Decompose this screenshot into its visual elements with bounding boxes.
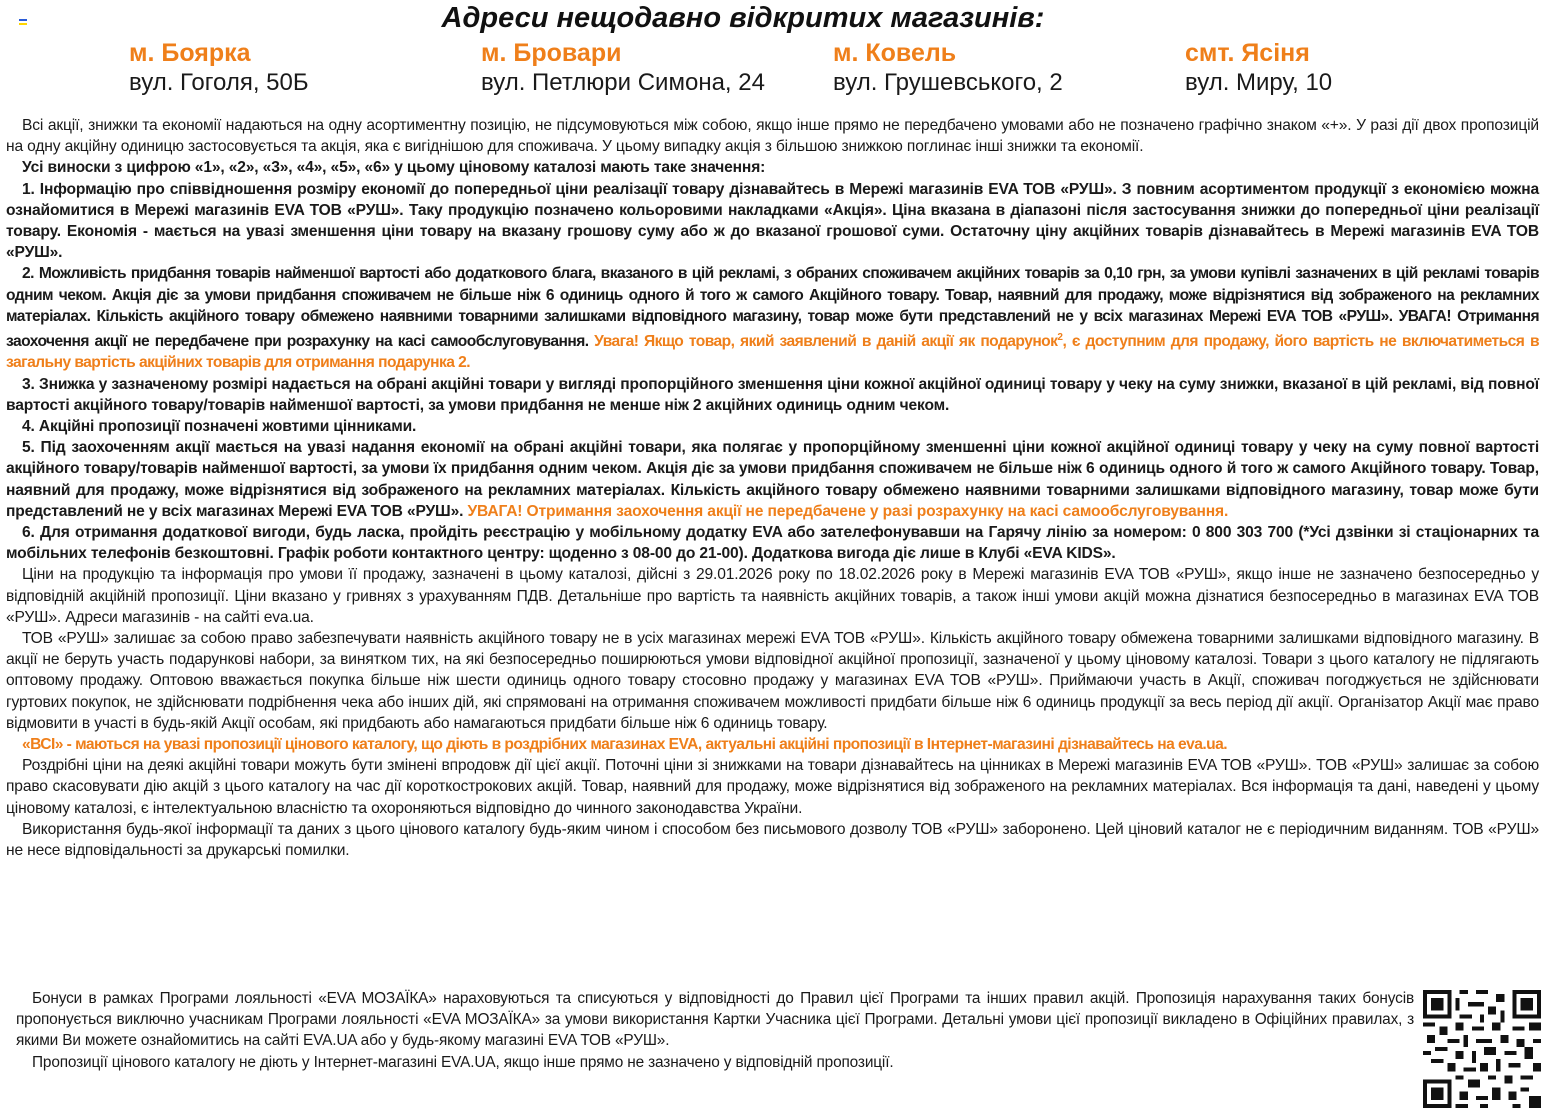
store-address: вул. Грушевського, 2 [833,69,1063,96]
all-offers-note: «ВСІ» - маються на увазі пропозиції цінового каталогу, що діють в роздрібних магазинах EVA, актуальні акційні пропозиції в Інтернет-магазині дізнавайтесь на eva.ua. [22,736,1228,754]
footnote-5-warning: УВАГА! Отримання заохочення акції не передбачене у разі розрахунку на касі самообслуговування. [467,502,1229,520]
terms-intro: Всі акції, знижки та економії надаються на одну асортиментну позицію, не підсумовуються між собою, якщо інше прямо не передбачено умовами або не позначено графічно знаком «+». У разі дії двох пропозицій на одну акційну одиницю застосовується та акція, яка є вигіднішою для споживача. У цьому випадку акція з більшою знижкою поглинає інші знижки та економії. [6,117,1539,156]
store-address: вул. Миру, 10 [1185,69,1333,96]
footnote-3: 3. Знижка у зазначеному розмірі надається на обрані акційні товари у вигляді пропорційного зменшення ціни кожної акційної одиниці товару у чеку на суму знижки, вказаної в цій рекламі, від повної вартості акційного товару/товарів найменшої вартості, за умови придбання не менше ніж 2 акційних одиниць одним чеком. [6,375,1539,414]
footnote-2-warning-a: Увага! Якщо товар, який заявлений в даній акції як подарунок [594,333,1058,351]
footnote-2 [6,263,1539,373]
store-list [129,38,1529,98]
footnote-4: 4. Акційні пропозиції позначені жовтими цінниками. [22,418,417,436]
footnote-5 [6,437,1539,522]
validity-paragraph: Ціни на продукцію та інформація про умови її продажу, зазначені в цьому каталозі, дійсні з 29.01.2026 року по 18.02.2026 року в Мережі магазинів EVA ТОВ «РУШ», якщо інше не зазначено безпосередньо у відповідній акційній пропозиції. Ціни вказано у гривнях з урахуванням ПДВ. Детальніше про вартість та наявність акційних товарів, а також інші умови акцій можна дізнатися безпосередньо в магазинах EVA ТОВ «РУШ». Адреси магазинів - на сайті eva.ua. [6,566,1539,626]
store-city: м. Боярка [129,39,251,67]
terms-body [6,115,1539,861]
store-city: м. Ковель [833,39,957,67]
store-brovary [481,38,765,98]
online-store-note: Пропозиції цінового каталогу не діють у Інтернет-магазині EVA.UA, якщо інше прямо не зазначено у відповідній пропозиції. [32,1053,894,1071]
loyalty-paragraph: Бонуси в рамках Програми лояльності «EVA МОЗАЇКА» нараховуються та списуються у відповідності до Правил цієї Програми та інших правил акцій. Пропозиція нарахування таких бонусів пропонується виключно учасникам Програми лояльності «EVA МОЗАЇКА» за умови використання Картки Учасника цієї Програми. Детальні умови цієї пропозиції викладено в Офіційних правилах, з якими Ви можете ознайомитись на сайті EVA.UA або у будь-якому магазині EVA ТОВ «РУШ». [16,990,1414,1050]
store-city: м. Бровари [481,39,622,67]
copyright-paragraph: Використання будь-якої інформації та даних з цього цінового каталогу будь-яким чином і способом без письмового дозволу ТОВ «РУШ» заборонено. Цей ціновий каталог не є періодичним виданням. ТОВ «РУШ» не несе відповідальності за друкарські помилки. [6,820,1539,860]
store-yasinia [1185,38,1332,98]
footnote-2-sup: 2 [1057,332,1063,344]
store-kovel [833,38,1063,98]
footnotes-heading: Усі виноски з цифрою «1», «2», «3», «4», «5», «6» у цьому ціновому каталозі мають таке значення: [22,159,766,177]
loyalty-block [16,988,1414,1073]
footnote-2-text: 2. Можливість придбання товарів найменшої вартості або додаткового блага, вказаного в цій рекламі, з обраних споживачем акційних товарів за 0,10 грн, за умови купівлі зазначених в цій рекламі товарів одним чеком. Акція діє за умови придбання споживачем не більше ніж 6 одиниць одного й того ж самого Акційного товару. Товар, наявний для продажу, може відрізнятися від зображеного на рекламних матеріалах. Кількість акційного товару обмежено наявними товарними залишками відповідного магазину, товар може бути представлений не у всіх магазинах Мережі EVA ТОВ «РУШ». УВАГА! Отримання заохочення акції не передбачене при розрахунку на касі самообслуговування. [6,265,1539,351]
price-change-paragraph: Роздрібні ціни на деякі акційні товари можуть бути змінені впродовж дії цієї акції. Поточні ціни зі знижками на товари дізнавайтесь на цінниках в Мережі магазинів EVA ТОВ «РУШ». ТОВ «РУШ» залишає за собою право скасовувати дію акцій з цього каталогу на час дії короткострокових акцій. Товар, наявний для продажу, може відрізнятися від зображеного на рекламних матеріалах. Вся інформація та дані, наведені у цьому ціновому каталозі, є інтелектуальною власністю та охороняються відповідно до чинного законодавства України. [6,757,1539,817]
page-title: Адреси нещодавно відкритих магазинів: [441,2,1045,34]
store-address: вул. Гоголя, 50Б [129,69,309,96]
store-city: смт. Ясіня [1185,39,1310,67]
footnote-6: 6. Для отримання додаткової вигоди, будь ласка, пройдіть реєстрацію у мобільному додатку EVA або зателефонувавши на Гарячу лінію за номером: 0 800 303 700 (*Усі дзвінки зі стаціонарних та мобільних телефонів безкоштовні. Графік роботи контактного центру: щоденно з 08-00 до 21-00). Додаткова вигода діє лише в Клубі «EVA KIDS». [6,524,1539,563]
footnote-2-warning-b: , є доступним для продажу, його вартість не включатиметься в загальну вартість акційних товарів для отримання подарунка 2. [6,333,1539,372]
qr-code-icon [1423,990,1541,1108]
footnote-5-text: 5. Під заохоченням акції мається на увазі надання економії на обрані акційні товари, яка полягає у пропорційному зменшенні ціни кожної акційної одиниці товару у чеку на суму повної вартості акційного товару/товарів найменшої вартості, за умови їх придбання одним чеком. Акція діє за умови придбання споживачем не більше ніж 6 одиниць одного й того ж самого Акційного товару. Товар, наявний для продажу, може відрізнятися від зображеного на рекламних матеріалах. Кількість акційного товару обмежено наявними товарними залишками відповідного магазину, товар може бути представлений не у всіх магазинах Мережі EVA ТОВ «РУШ». [6,439,1539,520]
availability-paragraph: ТОВ «РУШ» залишає за собою право забезпечувати наявність акційного товару не в усіх магазинах мережі EVA ТОВ «РУШ». Кількість акційного товару обмежена товарними залишками відповідного магазину. В акції не беруть участь подарункові набори, за винятком тих, на які безпосередньо поширюються умови відповідної акційної пропозиції, зазначеної у цьому ціновому каталозі. Товари з цього каталогу не підлягають оптовому продажу. Оптовою вважається покупка більше ніж шести одиниць одного товару стосовно продажу у магазинах EVA ТОВ «РУШ». Приймаючи участь в Акції, споживач погоджується не здійснювати гуртових покупок, не здійснювати подрібнення чека або інших дій, які спрямовані на отримання споживачем можливості придбати більше ніж 6 одиниць продукції за весь період дії акції. Організатор Акції має право відмовити в участі в будь-якій Акції особам, які придбають або намагаються придбати більше ніж 6 одиниць товару. [6,630,1539,732]
store-address: вул. Петлюри Симона, 24 [481,69,765,96]
store-boiarka [129,38,309,98]
footnote-1: 1. Інформацію про співвідношення розміру економії до попередньої ціни реалізації товару дізнавайтесь в Мережі магазинів EVA ТОВ «РУШ». З повним асортиментом продукції з економією можна ознайомитися в Мережі магазинів EVA ТОВ «РУШ». Таку продукцію позначено кольоровими накладками «Акція». Ціна вказана в діапазоні після застосування знижки до попередньої ціни реалізації товару. Економія - мається на увазі зменшення ціни товару на вказану грошову суму або ж до вказаної грошової суми. Остаточну ціну акційних товарів дізнавайтесь в Мережі магазинів EVA ТОВ «РУШ». [6,180,1539,262]
